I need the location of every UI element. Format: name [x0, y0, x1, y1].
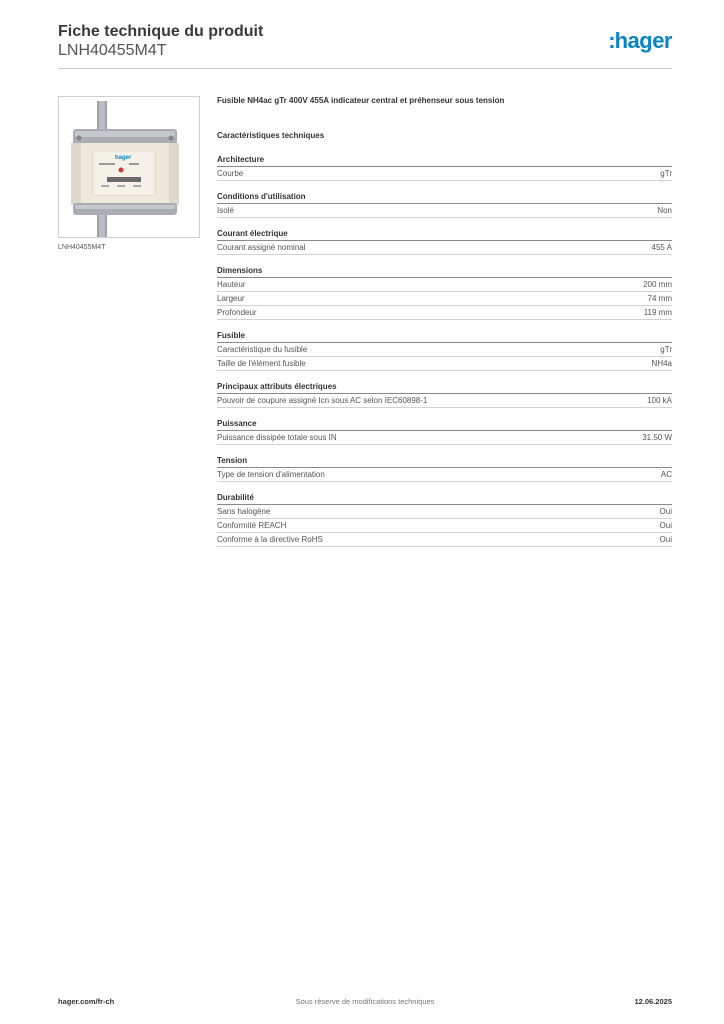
page-title: Fiche technique du produit — [58, 23, 264, 40]
spec-row — [217, 306, 672, 320]
spec-section — [217, 229, 672, 255]
spec-row — [217, 167, 672, 181]
spec-section — [217, 456, 672, 482]
logo-text: hager — [614, 28, 672, 53]
spec-row — [217, 292, 672, 306]
section-title: Dimensions — [217, 266, 672, 278]
spec-value: 31.50 W — [642, 432, 672, 442]
product-reference: LNH40455M4T — [58, 42, 167, 59]
spec-value: 119 mm — [643, 307, 672, 317]
spec-row — [217, 278, 672, 292]
spec-label: Isolé — [217, 205, 234, 215]
spec-section — [217, 266, 672, 320]
spec-label: Sans halogène — [217, 506, 271, 516]
spec-row — [217, 241, 672, 255]
spec-label: Largeur — [217, 293, 245, 303]
photo-caption: LNH40455M4T — [58, 244, 106, 251]
spec-value: Non — [657, 205, 672, 215]
spec-row — [217, 357, 672, 371]
spec-row — [217, 431, 672, 445]
footer-notice: Sous réserve de modifications techniques — [295, 997, 435, 1006]
spec-row — [217, 468, 672, 482]
spec-label: Courbe — [217, 168, 244, 178]
section-title: Conditions d'utilisation — [217, 192, 672, 204]
spec-value: AC — [660, 469, 672, 479]
spec-value: 100 kA — [647, 395, 672, 405]
spec-value: gTr — [660, 168, 672, 178]
spec-value: 200 mm — [643, 279, 672, 289]
spec-label: Conforme à la directive RoHS — [217, 534, 323, 544]
spec-value: 455 A — [651, 242, 672, 252]
spec-label: Conformité REACH — [217, 520, 287, 530]
footer-website[interactable]: hager.com/fr-ch — [58, 997, 115, 1006]
fuse-label-brand: hager — [115, 155, 132, 161]
spec-row — [217, 204, 672, 218]
spec-label: Profondeur — [217, 307, 257, 317]
spec-label: Type de tension d'alimentation — [217, 469, 325, 479]
section-title: Tension — [217, 456, 672, 468]
spec-value: gTr — [660, 344, 672, 354]
spec-value: Oui — [659, 506, 672, 516]
spec-section — [217, 331, 672, 371]
spec-row — [217, 519, 672, 533]
footer-date: 12.06.2025 — [634, 997, 672, 1006]
spec-value: Oui — [659, 534, 672, 544]
spec-row — [217, 343, 672, 357]
spec-content — [217, 96, 672, 558]
section-title: Puissance — [217, 419, 672, 431]
spec-section — [217, 155, 672, 181]
spec-sections — [217, 155, 672, 547]
product-description: Fusible NH4ac gTr 400V 455A indicateur central et préhenseur sous tension — [217, 96, 505, 105]
section-title: Fusible — [217, 331, 672, 343]
spec-value: 74 mm — [647, 293, 672, 303]
spec-label: Courant assigné nominal — [217, 242, 306, 252]
header-divider — [58, 68, 672, 69]
spec-label: Pouvoir de coupure assigné Icn sous AC selon IEC60898-1 — [217, 395, 428, 405]
spec-label: Puissance dissipée totale sous IN — [217, 432, 337, 442]
section-title: Principaux attributs électriques — [217, 382, 672, 394]
section-title: Architecture — [217, 155, 672, 167]
spec-section — [217, 382, 672, 408]
hager-logo — [608, 28, 672, 54]
section-title: Courant électrique — [217, 229, 672, 241]
spec-section — [217, 192, 672, 218]
fuse-image — [59, 97, 199, 237]
spec-label: Caractéristique du fusible — [217, 344, 308, 354]
spec-value: Oui — [659, 520, 672, 530]
tech-heading: Caractéristiques techniques — [217, 131, 325, 140]
indicator-dot-icon — [119, 168, 124, 173]
spec-row — [217, 533, 672, 547]
spec-label: Taille de l'élément fusible — [217, 358, 306, 368]
spec-row — [217, 394, 672, 408]
product-photo — [58, 96, 200, 238]
spec-section — [217, 419, 672, 445]
logo-colon: : — [608, 28, 615, 53]
spec-row — [217, 505, 672, 519]
page-header — [58, 22, 263, 60]
spec-section — [217, 493, 672, 547]
spec-label: Hauteur — [217, 279, 246, 289]
section-title: Durabilité — [217, 493, 672, 505]
spec-value: NH4a — [651, 358, 672, 368]
